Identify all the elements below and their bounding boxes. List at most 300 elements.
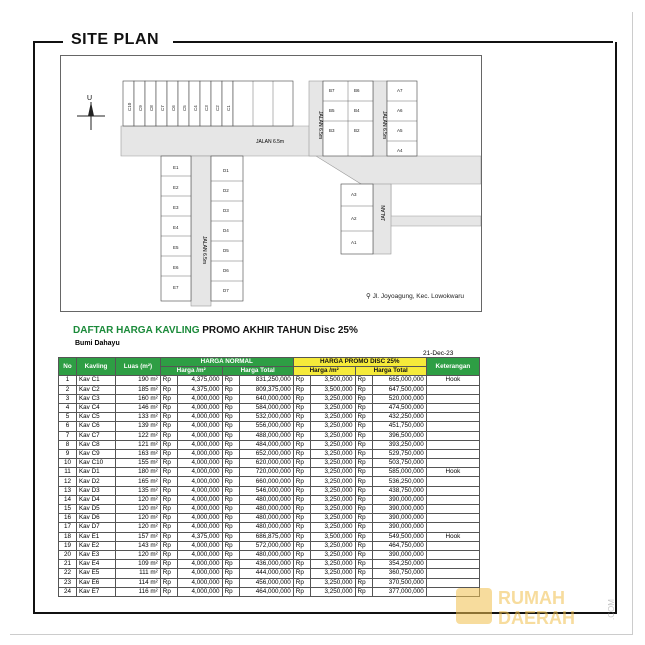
cell-no: 18	[59, 532, 77, 541]
cell-currency: Rp	[160, 486, 178, 495]
cell-currency: Rp	[293, 578, 311, 587]
cell-normal-total: 464,000,000	[240, 587, 294, 596]
cell-currency: Rp	[293, 523, 311, 532]
cell-currency: Rp	[222, 477, 240, 486]
plot-label: C6	[171, 105, 176, 111]
cell-normal-total: 556,000,000	[240, 422, 294, 431]
cell-currency: Rp	[222, 394, 240, 403]
cell-luas: 143 m²	[116, 541, 161, 550]
col-harga-normal: HARGA NORMAL	[160, 358, 293, 367]
col-harga-promo: HARGA PROMO DISC 25%	[293, 358, 426, 367]
cell-promo-m2: 3,250,000	[311, 523, 355, 532]
cell-promo-total: 503,750,000	[373, 459, 427, 468]
cell-kavling: Kav C6	[76, 422, 115, 431]
plot-label: E3	[173, 205, 179, 210]
cell-currency: Rp	[160, 468, 178, 477]
cell-normal-m2: 4,000,000	[178, 394, 222, 403]
cell-currency: Rp	[293, 394, 311, 403]
cell-currency: Rp	[355, 505, 373, 514]
table-row	[59, 514, 480, 523]
cell-currency: Rp	[355, 486, 373, 495]
cell-luas: 157 m²	[116, 532, 161, 541]
cell-currency: Rp	[222, 505, 240, 514]
table-row	[59, 541, 480, 550]
cell-promo-total: 390,000,000	[373, 523, 427, 532]
pricelist-title	[73, 325, 358, 336]
cell-kavling: Kav E2	[76, 541, 115, 550]
cell-normal-m2: 4,000,000	[178, 449, 222, 458]
table-row	[59, 449, 480, 458]
plot-c8	[145, 81, 156, 126]
cell-currency: Rp	[222, 514, 240, 523]
cell-currency: Rp	[160, 394, 178, 403]
cell-currency: Rp	[293, 403, 311, 412]
location-label	[366, 292, 464, 300]
cell-promo-m2: 3,250,000	[311, 459, 355, 468]
road-right-label: JALAN	[381, 205, 387, 221]
cell-no: 21	[59, 560, 77, 569]
col-normal-total: Harga Total	[222, 367, 293, 376]
cell-keterangan	[426, 569, 479, 578]
table-row	[59, 440, 480, 449]
cell-no: 24	[59, 587, 77, 596]
cell-promo-total: 520,000,000	[373, 394, 427, 403]
plot-label: B7	[329, 88, 335, 93]
plot-label: E1	[173, 165, 179, 170]
cell-currency: Rp	[222, 403, 240, 412]
cell-no: 12	[59, 477, 77, 486]
cell-kavling: Kav C10	[76, 459, 115, 468]
cell-currency: Rp	[293, 459, 311, 468]
cell-keterangan	[426, 541, 479, 550]
cell-luas: 120 m²	[116, 505, 161, 514]
cell-currency: Rp	[355, 560, 373, 569]
cell-normal-m2: 4,000,000	[178, 413, 222, 422]
cell-normal-m2: 4,000,000	[178, 477, 222, 486]
cell-currency: Rp	[222, 376, 240, 385]
table-row	[59, 505, 480, 514]
cell-currency: Rp	[355, 459, 373, 468]
cell-luas: 120 m²	[116, 495, 161, 504]
price-table-body	[59, 376, 480, 597]
cell-currency: Rp	[293, 477, 311, 486]
table-row	[59, 578, 480, 587]
cell-currency: Rp	[160, 385, 178, 394]
plot-label: C8	[149, 105, 154, 111]
plot-label: A5	[397, 128, 403, 133]
cell-keterangan	[426, 477, 479, 486]
plot-label: A7	[397, 88, 403, 93]
watermark-line2: DAERAH	[498, 608, 576, 628]
plot-label: C2	[215, 105, 220, 111]
cell-currency: Rp	[222, 459, 240, 468]
plot-label: E6	[173, 265, 179, 270]
table-row	[59, 523, 480, 532]
road-v2-label: JALAN 6.5m	[317, 111, 323, 140]
cell-normal-m2: 4,000,000	[178, 541, 222, 550]
cell-no: 10	[59, 459, 77, 468]
cell-currency: Rp	[293, 495, 311, 504]
plot-label: D1	[223, 168, 229, 173]
cell-normal-m2: 4,000,000	[178, 459, 222, 468]
col-luas: Luas (m²)	[116, 358, 161, 376]
cell-currency: Rp	[160, 449, 178, 458]
cell-no: 22	[59, 569, 77, 578]
cell-promo-m2: 3,250,000	[311, 505, 355, 514]
cell-promo-m2: 3,500,000	[311, 385, 355, 394]
cell-luas: 139 m²	[116, 422, 161, 431]
cell-kavling: Kav E5	[76, 569, 115, 578]
road-main-label: JALAN 6.5m	[256, 139, 285, 145]
cell-keterangan	[426, 413, 479, 422]
plot-c6	[167, 81, 178, 126]
plot-label: C1	[226, 105, 231, 111]
cell-normal-m2: 4,000,000	[178, 587, 222, 596]
cell-promo-m2: 3,500,000	[311, 376, 355, 385]
table-row	[59, 459, 480, 468]
cell-luas: 185 m²	[116, 385, 161, 394]
cell-keterangan	[426, 523, 479, 532]
table-row	[59, 550, 480, 559]
cell-currency: Rp	[355, 514, 373, 523]
plot-label: B4	[354, 108, 360, 113]
cell-normal-total: 809,375,000	[240, 385, 294, 394]
cell-currency: Rp	[293, 560, 311, 569]
pricelist-title-green: DAFTAR HARGA KAVLING	[73, 325, 200, 336]
cell-currency: Rp	[293, 541, 311, 550]
cell-normal-total: 660,000,000	[240, 477, 294, 486]
cell-keterangan	[426, 486, 479, 495]
col-no: No	[59, 358, 77, 376]
cell-kavling: Kav D4	[76, 495, 115, 504]
cell-currency: Rp	[293, 413, 311, 422]
cell-currency: Rp	[222, 523, 240, 532]
cell-promo-total: 432,250,000	[373, 413, 427, 422]
cell-luas: 133 m²	[116, 413, 161, 422]
cell-currency: Rp	[160, 532, 178, 541]
cell-luas: 114 m²	[116, 578, 161, 587]
cell-currency: Rp	[355, 376, 373, 385]
cell-luas: 122 m²	[116, 431, 161, 440]
cell-currency: Rp	[355, 449, 373, 458]
cell-keterangan	[426, 550, 479, 559]
cell-currency: Rp	[293, 505, 311, 514]
plot-label: D3	[223, 208, 229, 213]
cell-keterangan: Hook	[426, 532, 479, 541]
cell-promo-m2: 3,250,000	[311, 403, 355, 412]
cell-currency: Rp	[355, 422, 373, 431]
cell-currency: Rp	[355, 468, 373, 477]
cell-luas: 190 m²	[116, 376, 161, 385]
cell-keterangan	[426, 385, 479, 394]
road-v1-label: JALAN 6.5m	[201, 236, 207, 265]
cell-keterangan	[426, 422, 479, 431]
cell-luas: 120 m²	[116, 514, 161, 523]
cell-normal-total: 686,875,000	[240, 532, 294, 541]
cell-keterangan	[426, 495, 479, 504]
cell-promo-m2: 3,250,000	[311, 440, 355, 449]
location-pin-icon: ⚲	[366, 293, 371, 300]
cell-currency: Rp	[293, 468, 311, 477]
plot-c7	[156, 81, 167, 126]
cell-currency: Rp	[222, 413, 240, 422]
cell-no: 17	[59, 523, 77, 532]
cell-kavling: Kav C4	[76, 403, 115, 412]
cell-normal-total: 456,000,000	[240, 578, 294, 587]
cell-currency: Rp	[293, 376, 311, 385]
cell-currency: Rp	[160, 514, 178, 523]
cell-promo-total: 585,000,000	[373, 468, 427, 477]
pricelist-date: 21-Dec-23	[423, 350, 454, 357]
cell-currency: Rp	[160, 578, 178, 587]
road-v3-label: JALAN 6.5m	[381, 111, 387, 140]
plot-c2	[211, 81, 222, 126]
cell-no: 2	[59, 385, 77, 394]
cell-promo-total: 647,500,000	[373, 385, 427, 394]
cell-currency: Rp	[293, 385, 311, 394]
cell-normal-total: 480,000,000	[240, 505, 294, 514]
cell-normal-m2: 4,375,000	[178, 385, 222, 394]
plot-group-upper	[233, 81, 293, 126]
cell-kavling: Kav C9	[76, 449, 115, 458]
cell-luas: 146 m²	[116, 403, 161, 412]
cell-kavling: Kav E1	[76, 532, 115, 541]
cell-promo-total: 377,000,000	[373, 587, 427, 596]
cell-currency: Rp	[222, 440, 240, 449]
cell-normal-m2: 4,000,000	[178, 468, 222, 477]
cell-kavling: Kav D7	[76, 523, 115, 532]
cell-promo-total: 396,500,000	[373, 431, 427, 440]
cell-currency: Rp	[355, 550, 373, 559]
plot-label: A1	[351, 240, 357, 245]
cell-currency: Rp	[222, 495, 240, 504]
plot-c9	[134, 81, 145, 126]
plot-label: C3	[204, 105, 209, 111]
cell-luas: 120 m²	[116, 550, 161, 559]
cell-promo-total: 549,500,000	[373, 532, 427, 541]
cell-keterangan	[426, 431, 479, 440]
location-text: Jl. Joyoagung, Kec. Lowokwaru	[372, 293, 464, 300]
cell-currency: Rp	[160, 459, 178, 468]
cell-currency: Rp	[160, 413, 178, 422]
cell-promo-m2: 3,250,000	[311, 394, 355, 403]
price-table	[58, 357, 480, 597]
plot-label: D7	[223, 288, 229, 293]
cell-currency: Rp	[355, 477, 373, 486]
col-promo-total: Harga Total	[355, 367, 426, 376]
cell-normal-m2: 4,000,000	[178, 578, 222, 587]
plot-c5	[178, 81, 189, 126]
cell-currency: Rp	[160, 440, 178, 449]
cell-currency: Rp	[222, 587, 240, 596]
plot-label: B6	[354, 88, 360, 93]
cell-luas: 165 m²	[116, 477, 161, 486]
cell-normal-total: 444,000,000	[240, 569, 294, 578]
cell-currency: Rp	[293, 431, 311, 440]
table-row	[59, 587, 480, 596]
cell-normal-m2: 4,375,000	[178, 376, 222, 385]
cell-normal-total: 572,000,000	[240, 541, 294, 550]
cell-currency: Rp	[355, 403, 373, 412]
cell-promo-total: 370,500,000	[373, 578, 427, 587]
cell-kavling: Kav E3	[76, 550, 115, 559]
table-row	[59, 468, 480, 477]
cell-currency: Rp	[355, 495, 373, 504]
plot-c4	[189, 81, 200, 126]
cell-no: 20	[59, 550, 77, 559]
compass-icon	[77, 102, 105, 130]
plot-label: D2	[223, 188, 229, 193]
cell-kavling: Kav E7	[76, 587, 115, 596]
table-row	[59, 477, 480, 486]
cell-promo-total: 529,750,000	[373, 449, 427, 458]
table-row	[59, 403, 480, 412]
plot-label: A6	[397, 108, 403, 113]
cell-normal-total: 720,000,000	[240, 468, 294, 477]
cell-normal-total: 831,250,000	[240, 376, 294, 385]
cell-no: 7	[59, 431, 77, 440]
cell-currency: Rp	[222, 541, 240, 550]
cell-keterangan	[426, 459, 479, 468]
cell-currency: Rp	[355, 569, 373, 578]
plot-label: C7	[160, 105, 165, 111]
cell-currency: Rp	[355, 578, 373, 587]
cell-luas: 180 m²	[116, 468, 161, 477]
cell-no: 9	[59, 449, 77, 458]
cell-currency: Rp	[293, 449, 311, 458]
cell-kavling: Kav C5	[76, 413, 115, 422]
cell-currency: Rp	[222, 449, 240, 458]
cell-no: 8	[59, 440, 77, 449]
cell-normal-total: 480,000,000	[240, 495, 294, 504]
cell-promo-m2: 3,250,000	[311, 569, 355, 578]
cell-normal-total: 436,000,000	[240, 560, 294, 569]
table-row	[59, 569, 480, 578]
cell-promo-total: 390,000,000	[373, 495, 427, 504]
cell-kavling: Kav C1	[76, 376, 115, 385]
plot-label: B3	[329, 128, 335, 133]
cell-promo-m2: 3,250,000	[311, 495, 355, 504]
table-row	[59, 422, 480, 431]
cell-keterangan	[426, 505, 479, 514]
cell-kavling: Kav D1	[76, 468, 115, 477]
watermark-line1: RUMAH	[498, 588, 565, 608]
cell-currency: Rp	[160, 550, 178, 559]
cell-currency: Rp	[222, 385, 240, 394]
cell-currency: Rp	[293, 440, 311, 449]
plot-label: C5	[182, 105, 187, 111]
cell-currency: Rp	[160, 376, 178, 385]
cell-promo-m2: 3,250,000	[311, 468, 355, 477]
cell-promo-total: 390,000,000	[373, 505, 427, 514]
cell-normal-m2: 4,000,000	[178, 440, 222, 449]
cell-keterangan	[426, 560, 479, 569]
cell-no: 15	[59, 505, 77, 514]
project-name: Bumi Dahayu	[75, 340, 120, 347]
cell-currency: Rp	[355, 587, 373, 596]
plot-label: D4	[223, 228, 229, 233]
cell-currency: Rp	[355, 532, 373, 541]
col-kavling: Kavling	[76, 358, 115, 376]
cell-promo-total: 438,750,000	[373, 486, 427, 495]
cell-promo-m2: 3,250,000	[311, 514, 355, 523]
table-row	[59, 394, 480, 403]
cell-no: 6	[59, 422, 77, 431]
cell-currency: Rp	[160, 569, 178, 578]
table-row	[59, 376, 480, 385]
watermark-suffix: .COM	[607, 599, 616, 620]
cell-normal-m2: 4,375,000	[178, 532, 222, 541]
plot-label: B2	[354, 128, 360, 133]
cell-currency: Rp	[222, 468, 240, 477]
cell-normal-m2: 4,000,000	[178, 495, 222, 504]
cell-luas: 111 m²	[116, 569, 161, 578]
cell-promo-total: 393,250,000	[373, 440, 427, 449]
cell-currency: Rp	[222, 569, 240, 578]
plot-label: E7	[173, 285, 179, 290]
cell-normal-total: 546,000,000	[240, 486, 294, 495]
plot-label: B5	[329, 108, 335, 113]
col-promo-m2: Harga /m²	[293, 367, 355, 376]
cell-luas: 116 m²	[116, 587, 161, 596]
cell-currency: Rp	[293, 569, 311, 578]
plot-label: C9	[138, 105, 143, 111]
plot-label: E4	[173, 225, 179, 230]
cell-no: 3	[59, 394, 77, 403]
plot-label: A4	[397, 148, 403, 153]
cell-keterangan	[426, 403, 479, 412]
cell-normal-m2: 4,000,000	[178, 560, 222, 569]
cell-currency: Rp	[293, 587, 311, 596]
cell-luas: 160 m²	[116, 394, 161, 403]
cell-luas: 120 m²	[116, 523, 161, 532]
cell-luas: 121 m²	[116, 440, 161, 449]
cell-currency: Rp	[293, 532, 311, 541]
cell-promo-total: 360,750,000	[373, 569, 427, 578]
cell-no: 1	[59, 376, 77, 385]
site-plan-drawing	[61, 56, 481, 311]
cell-kavling: Kav D2	[76, 477, 115, 486]
cell-currency: Rp	[222, 560, 240, 569]
cell-currency: Rp	[222, 486, 240, 495]
cell-currency: Rp	[355, 385, 373, 394]
cell-normal-m2: 4,000,000	[178, 569, 222, 578]
cell-currency: Rp	[160, 541, 178, 550]
cell-normal-m2: 4,000,000	[178, 514, 222, 523]
watermark-logo	[454, 580, 630, 632]
cell-currency: Rp	[160, 403, 178, 412]
cell-promo-m2: 3,250,000	[311, 550, 355, 559]
cell-promo-m2: 3,250,000	[311, 422, 355, 431]
house-icon	[456, 588, 492, 624]
cell-normal-total: 532,000,000	[240, 413, 294, 422]
table-row	[59, 385, 480, 394]
cell-normal-total: 652,000,000	[240, 449, 294, 458]
page-title: SITE PLAN	[71, 31, 160, 48]
cell-no: 4	[59, 403, 77, 412]
cell-normal-m2: 4,000,000	[178, 403, 222, 412]
cell-currency: Rp	[355, 541, 373, 550]
cell-kavling: Kav D3	[76, 486, 115, 495]
cell-luas: 163 m²	[116, 449, 161, 458]
cell-currency: Rp	[222, 422, 240, 431]
cell-normal-m2: 4,000,000	[178, 422, 222, 431]
cell-keterangan	[426, 394, 479, 403]
cell-currency: Rp	[160, 422, 178, 431]
plot-c1	[222, 81, 233, 126]
table-row	[59, 532, 480, 541]
cell-promo-m2: 3,250,000	[311, 486, 355, 495]
